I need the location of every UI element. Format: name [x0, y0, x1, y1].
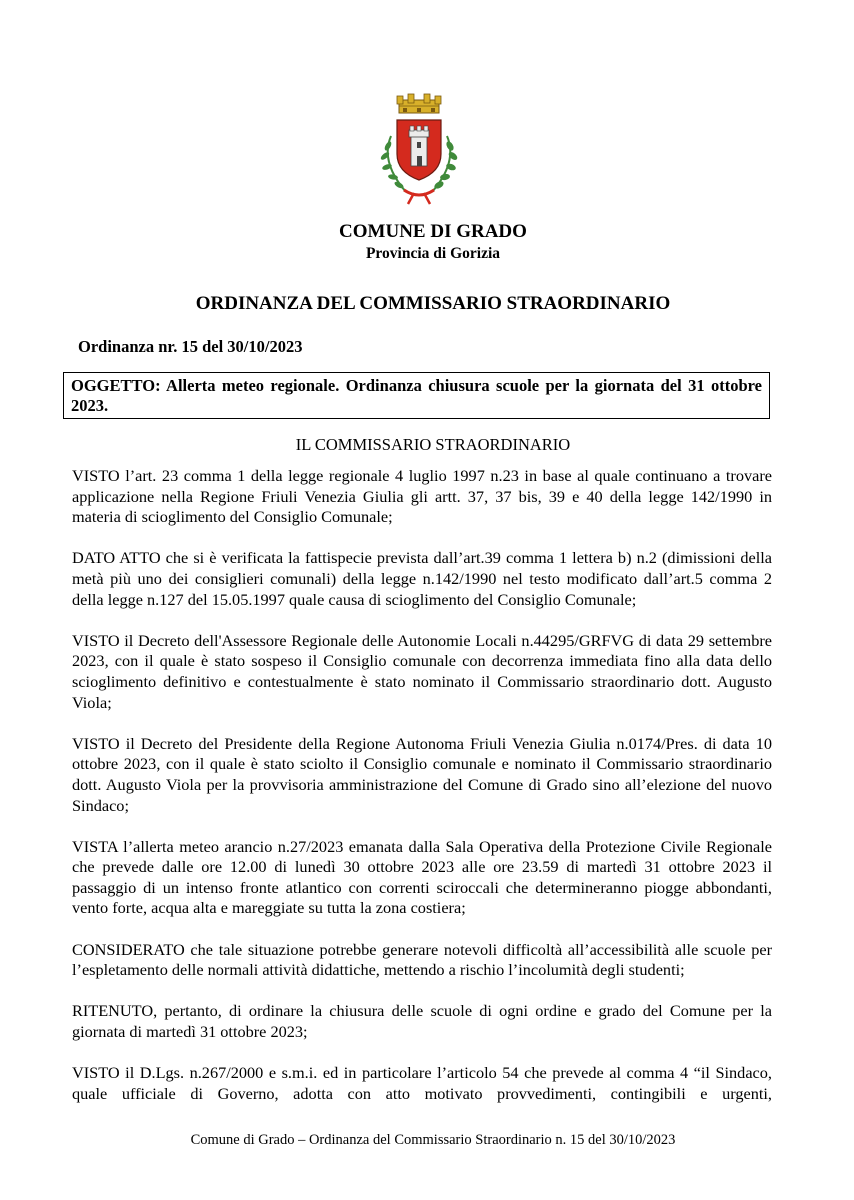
paragraph: DATO ATTO che si è verificata la fattispecie prevista dall’art.39 comma 1 lettera b) n.2 (dimissioni della metà più uno dei consiglieri comunali) della legge n.142/1990 nel testo modificato dall’art.5 comma 2 della legge n.127 del 15.05.1997 quale causa di scioglimento del Consiglio Comunale;: [72, 548, 772, 609]
section-heading: IL COMMISSARIO STRAORDINARIO: [295, 435, 571, 454]
page-footer: Comune di Grado – Ordinanza del Commissario Straordinario n. 15 del 30/10/2023: [190, 1132, 676, 1148]
paragraph: VISTO il D.Lgs. n.267/2000 e s.m.i. ed in particolare l’articolo 54 che prevede al comma 4 “il Sindaco, quale ufficiale di Governo, adotta con atto motivato provvedimenti, contingibili e urgenti,: [72, 1063, 772, 1103]
paragraph: VISTO il Decreto dell'Assessore Regionale delle Autonomie Locali n.44295/GRFVG di data 29 settembre 2023, con il quale è stato sospeso il Consiglio comunale con decorrenza immediata fino alla data dello scioglimento definitivo e contestualmente è stato nominato il Commissario straordinario dott. Augusto Viola;: [72, 630, 772, 712]
document-title: ORDINANZA DEL COMMISSARIO STRAORDINARIO: [195, 293, 671, 314]
paragraph: VISTO il Decreto del Presidente della Regione Autonoma Friuli Venezia Giulia n.0174/Pres. di data 10 ottobre 2023, con il quale è stato sciolto il Consiglio comunale e nominato il Commissario straordinario dott. Augusto Viola per la provvisoria amministrazione del Comune di Grado sino all’elezione del nuovo Sindaco;: [72, 733, 772, 815]
paragraph: VISTA l’allerta meteo arancio n.27/2023 emanata dalla Sala Operativa della Protezione Civile Regionale che prevede dalle ore 12.00 di lunedì 30 ottobre 2023 alle ore 23.59 di martedì 31 ottobre 2023 il passaggio di un intenso fronte atlantico con correnti sciroccali che determineranno piogge abbondanti, vento forte, acqua alta e mareggiate su tutta la zona costiera;: [72, 836, 772, 918]
ordinance-number: Ordinanza nr. 15 del 30/10/2023: [78, 337, 303, 356]
province-name: Provincia di Gorizia: [365, 245, 501, 262]
subject-text: : Allerta meteo regionale. Ordinanza chiusura scuole per la giornata del 31 ottobre 2023.: [71, 376, 762, 415]
subject-label: OGGETTO: [71, 376, 156, 395]
subject-box: [63, 372, 770, 419]
document-body: [72, 466, 772, 1125]
municipality-name: COMUNE DI GRADO: [339, 221, 527, 242]
coat-of-arms-icon: [366, 92, 472, 210]
paragraph: VISTO l’art. 23 comma 1 della legge regionale 4 luglio 1997 n.23 in base al quale continuano a trovare applicazione nella Regione Friuli Venezia Giulia gli artt. 37, 37 bis, 39 e 40 della legge 142/1990 in materia di scioglimento del Consiglio Comunale;: [72, 466, 772, 527]
paragraph: CONSIDERATO che tale situazione potrebbe generare notevoli difficoltà all’accessibilità alle scuole per l’espletamento delle normali attività didattiche, mettendo a rischio l’incolumità degli studenti;: [72, 939, 772, 980]
paragraph: RITENUTO, pertanto, di ordinare la chiusura delle scuole di ogni ordine e grado del Comune per la giornata di martedì 31 ottobre 2023;: [72, 1001, 772, 1042]
